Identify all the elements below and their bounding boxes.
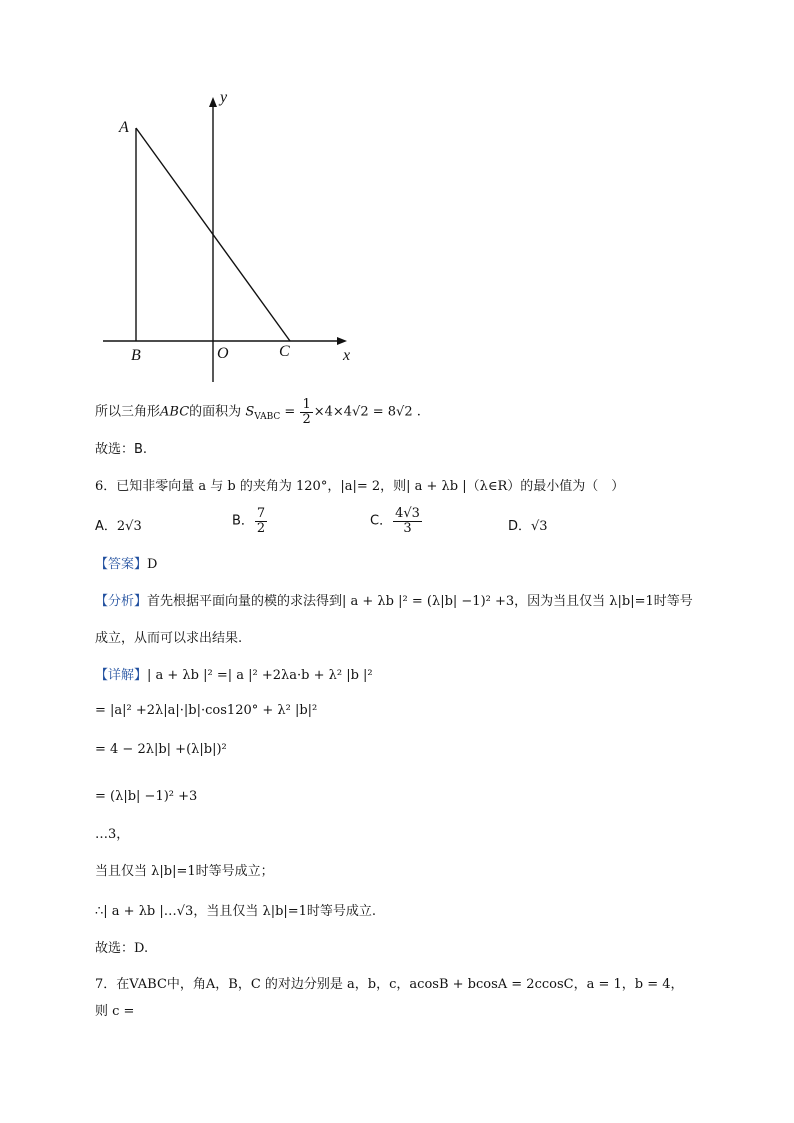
x-axis-arrow: [337, 337, 347, 345]
area-frac-den: 2: [302, 411, 311, 427]
q6-option-d-value: √3: [531, 519, 548, 534]
q6-option-b-label: B．: [232, 513, 254, 529]
coordinate-diagram: [95, 85, 365, 390]
detail-tag: 【详解】: [95, 668, 148, 683]
analysis-line-1: [95, 590, 693, 609]
q6-option-c-num: 4√3: [395, 506, 420, 521]
label-c: C: [279, 343, 290, 360]
area-triangle: ABC: [160, 404, 190, 420]
area-s-sub: VABC: [254, 412, 281, 423]
q6-option-b-den: 2: [256, 520, 266, 536]
answer-value: D: [147, 557, 158, 572]
select-b: 故选：B.: [95, 442, 148, 457]
q6-option-d-label: D．: [508, 519, 532, 534]
detail-line-7: 故选：D.: [95, 941, 149, 956]
label-o: O: [217, 345, 229, 362]
q6-option-c-label: C．: [370, 513, 393, 529]
area-line: [95, 398, 421, 426]
label-a: A: [119, 119, 129, 136]
q6-option-c-den: 3: [403, 520, 412, 536]
area-eq: =: [280, 404, 300, 420]
detail-line-0: [95, 664, 373, 683]
q6-option-a-label: A．: [95, 519, 117, 534]
q7-line-2: 则 c =: [95, 1004, 135, 1019]
q6-option-b: [232, 507, 268, 535]
detail-line-2: = 4 − 2λ|b| +(λ|b|)²: [95, 742, 227, 757]
q6-option-c: [370, 507, 423, 535]
area-frac-num: 1: [302, 397, 311, 412]
q6-option-d: [508, 515, 548, 534]
label-y: y: [220, 89, 228, 106]
detail-line-4: …3，: [95, 827, 130, 842]
area-mid: 的面积为: [189, 404, 242, 420]
label-x: x: [343, 347, 351, 364]
q6-option-a-value: 2√3: [116, 519, 142, 534]
q6-text: 6．已知非零向量 a 与 b 的夹角为 120°，|a|= 2，则| a + λb |（λ∈R）的最小值为（ ）: [95, 479, 625, 494]
q7-line-1: 7．在VABC中，角A，B，C 的对边分别是 a，b，c，acosB + bcosA = 2ccosC，a = 1，b = 4，: [95, 977, 684, 992]
detail-line-3: = (λ|b| −1)² +3: [95, 789, 198, 804]
answer-tag: 【答案】: [95, 557, 148, 572]
area-prefix: 所以三角形: [95, 404, 161, 420]
label-b: B: [131, 347, 141, 364]
area-fraction: [300, 398, 312, 426]
analysis-text-1: 首先根据平面向量的模的求法得到| a + λb |² = (λ|b| −1)² +3，因为当且仅当 λ|b|=1时等号: [147, 594, 693, 609]
detail-line-1: = |a|² +2λ|a|·|b|·cos120° + λ² |b|²: [95, 703, 318, 718]
q6-option-b-num: 7: [256, 506, 266, 521]
triangle-figure: [95, 85, 365, 390]
detail-line-5: 当且仅当 λ|b|=1时等号成立；: [95, 864, 274, 879]
analysis-line-2: 成立，从而可以求出结果.: [95, 631, 243, 646]
answer-line: [95, 553, 157, 572]
y-axis-arrow: [209, 97, 217, 107]
area-expr: ×4×4√2 = 8√2 .: [313, 404, 421, 420]
detail-text-0: | a + λb |² =| a |² +2λa·b + λ² |b |²: [147, 668, 373, 683]
analysis-tag: 【分析】: [95, 594, 148, 609]
detail-line-6: ∴| a + λb |…√3，当且仅当 λ|b|=1时等号成立.: [95, 904, 377, 919]
area-s: S: [245, 404, 255, 420]
q6-option-a: [95, 515, 142, 534]
